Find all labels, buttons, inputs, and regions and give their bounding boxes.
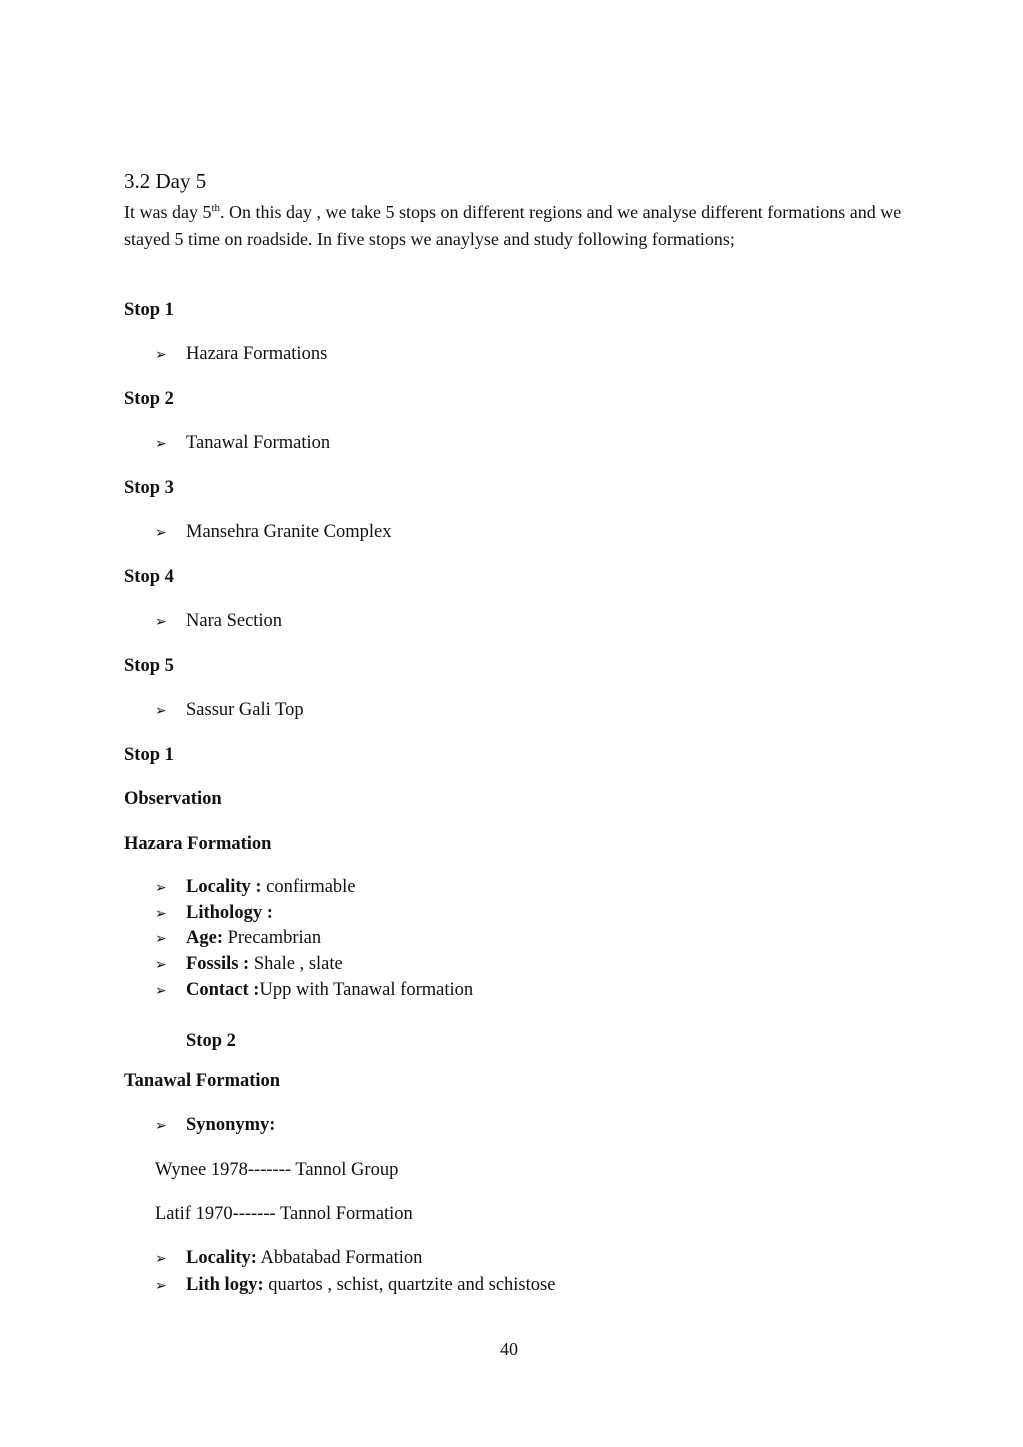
arrow-bullet-icon: ➢ — [155, 615, 167, 630]
stop2-detail-heading: Stop 2 — [186, 1031, 236, 1051]
arrow-bullet-icon: ➢ — [155, 1119, 167, 1134]
property-label: Age: — [186, 928, 223, 948]
arrow-bullet-icon: ➢ — [155, 932, 167, 947]
property-label: Locality: — [186, 1248, 257, 1268]
property-contact — [186, 980, 473, 1001]
stop-heading: Stop 3 — [124, 478, 174, 498]
arrow-bullet-icon: ➢ — [155, 526, 167, 541]
property-lithology — [186, 903, 273, 924]
arrow-bullet-icon: ➢ — [155, 1252, 167, 1267]
arrow-bullet-icon: ➢ — [155, 958, 167, 973]
stop-item: Nara Section — [186, 611, 283, 631]
property-label: Lith logy: — [186, 1275, 264, 1295]
arrow-bullet-icon: ➢ — [155, 348, 167, 363]
property-locality — [186, 1248, 422, 1269]
stop-heading: Stop 4 — [124, 567, 174, 587]
page-number: 40 — [500, 1339, 518, 1359]
arrow-bullet-icon: ➢ — [155, 437, 167, 452]
property-label: Fossils : — [186, 954, 250, 974]
arrow-bullet-icon: ➢ — [155, 907, 167, 922]
intro-text-start: It was day 5 — [124, 202, 212, 222]
intro-superscript: th — [211, 202, 221, 214]
stop-item: Mansehra Granite Complex — [186, 522, 392, 542]
tanawal-formation-heading: Tanawal Formation — [124, 1071, 281, 1091]
property-locality — [186, 877, 356, 898]
stop1-detail-heading: Stop 1 — [124, 745, 174, 765]
arrow-bullet-icon: ➢ — [155, 881, 167, 896]
synonymy-label: Synonymy: — [186, 1115, 276, 1135]
property-age — [186, 928, 321, 949]
property-fossils — [186, 954, 343, 975]
intro-paragraph — [124, 199, 904, 253]
stop-heading: Stop 5 — [124, 656, 174, 676]
property-value: Upp with Tanawal formation — [259, 980, 474, 1000]
section-title: 3.2 Day 5 — [124, 169, 207, 193]
arrow-bullet-icon: ➢ — [155, 1279, 167, 1294]
observation-heading: Observation — [124, 789, 222, 809]
arrow-bullet-icon: ➢ — [155, 984, 167, 999]
property-value: quartos , schist, quartzite and schistose — [263, 1275, 556, 1295]
synonym-entry: Latif 1970------- Tannol Formation — [155, 1204, 413, 1224]
stop-item: Hazara Formations — [186, 344, 328, 364]
property-label: Lithology : — [186, 903, 273, 923]
hazara-formation-heading: Hazara Formation — [124, 834, 272, 854]
property-label: Locality : — [186, 877, 262, 897]
stop-heading: Stop 1 — [124, 300, 174, 320]
arrow-bullet-icon: ➢ — [155, 704, 167, 719]
property-lithology — [186, 1275, 555, 1296]
property-label: Contact : — [186, 980, 260, 1000]
synonym-entry: Wynee 1978------- Tannol Group — [155, 1160, 399, 1180]
property-value: Abbatabad Formation — [256, 1248, 423, 1268]
stop-item: Sassur Gali Top — [186, 700, 304, 720]
stop-heading: Stop 2 — [124, 389, 174, 409]
property-value: Precambrian — [222, 928, 322, 948]
intro-text-rest: . On this day , we take 5 stops on different regions and we analyse different formations and we stayed 5 time on roadside. In five stops we anaylyse and study following formations; — [124, 202, 902, 249]
property-value: Shale , slate — [249, 954, 343, 974]
stop-item: Tanawal Formation — [186, 433, 331, 453]
property-value: confirmable — [261, 877, 356, 897]
